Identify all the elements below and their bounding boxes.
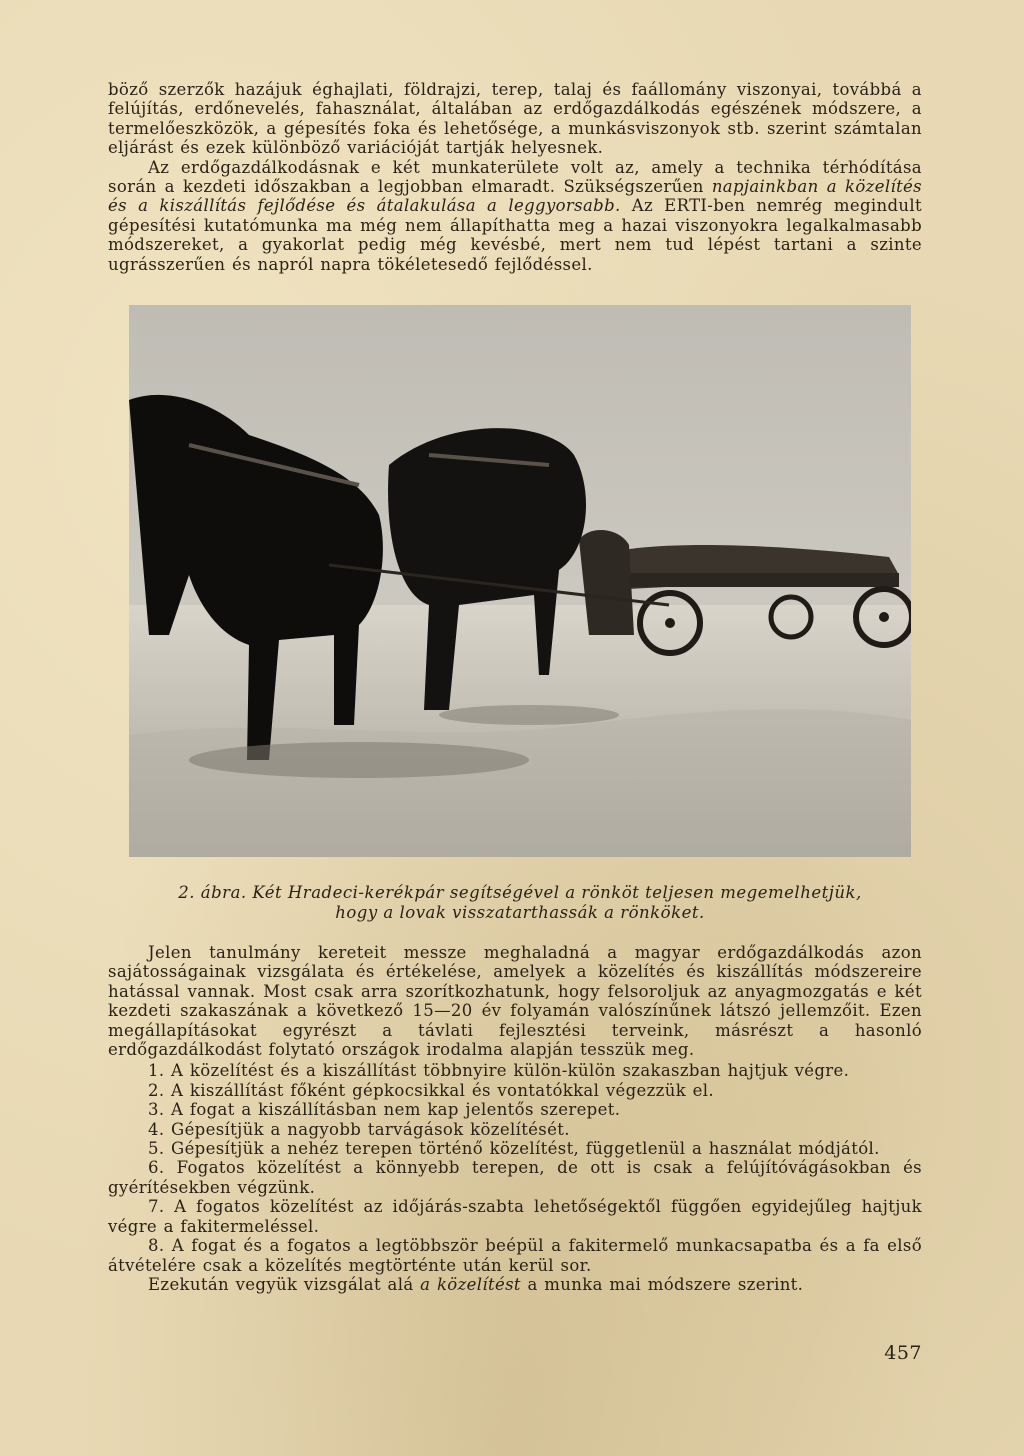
closing-end: a munka mai módszere szerint. [520,1274,804,1294]
list-item: 2. A kiszállítást főként gépkocsikkal és vontatókkal végezzük el. [148,1080,714,1100]
numbered-list [108,1061,922,1274]
figure-caption-line-2: hogy a lovak visszatarthassák a rönköket. [335,903,705,922]
list-item: 4. Gépesítjük a nagyobb tarvágások közelítését. [148,1119,570,1139]
list-item: 3. A fogat a kiszállításban nem kap jelentős szerepet. [148,1100,621,1120]
list-item: 7. A fogatos közelítést az időjárás-szabta lehetőségektől függően egyidejűleg hajtjuk végre a fakitermeléssel. [108,1197,922,1236]
list-item: 8. A fogat és a fogatos a legtöbbször beépül a fakitermelő munkacsapatba és a fa első átvételére csak a közelítés megtörténte után kerül sor. [108,1236,922,1275]
figure-caption-line-1: 2. ábra. Két Hradeci-kerékpár segítségével a rönköt teljesen megemelhetjük, [178,883,862,902]
closing-paragraph [108,1275,922,1294]
text-block-top [108,80,922,274]
closing-emphasis: a közelítést [420,1274,521,1294]
list-item: 1. A közelítést és a kiszállítást többnyire külön-külön szakaszban hajtjuk végre. [148,1061,850,1081]
paragraph-3: Jelen tanulmány kereteit messze meghaladná a magyar erdőgazdálkodás azon sajátosságainak vizsgálata és értékelése, amelyek a közelítés és kiszállítás módszereire hatással vannak. Most csak arra szorítkozhatunk, hogy felsoroljuk az anyagmozgatás e két kezdeti szakaszának a következő 15—20 év folyamán valószínűnek látszó jellemzőit. Ezen megállapításokat egyrészt a távlati fejlesztési terveink, másrészt a hasonló erdőgazdálkodást folytató országok irodalma alapján tesszük meg. [108,943,922,1060]
text-block-bottom [108,943,922,1294]
page-number: 457 [884,1342,922,1364]
closing-start: Ezekután vegyük vizsgálat alá [148,1274,421,1294]
list-item: 6. Fogatos közelítést a könnyebb terepen, de ott is csak a felújítóvágásokban és gyérítésekben végzünk. [108,1158,922,1197]
paragraph-2 [108,158,922,274]
intro-paragraph: böző szerzők hazájuk éghajlati, földrajzi, terep, talaj és faállomány viszonyai, továbbá a felújítás, erdőnevelés, fahasználat, általában az erdőgazdálkodás egészének módszere, a termelőeszközök, a gépesítés foka és lehetősége, a munkásviszonyok stb. szerint számtalan eljárást és ezek különböző variációját tartják helyesnek. [108,80,922,158]
paragraph-2-start: Az erdőgazdálkodásnak e két munkaterülete volt az, amely a technika térhódítása során a kezdeti időszakban a legjobban elmaradt. Szükségszerűen [108,157,922,197]
figure-photo-horses-log-wagon [129,305,911,857]
paragraph-2-emphasis: napjainkban a közelítés és a kiszállítás fejlődése és átalakulása a leggyorsabb. [108,177,922,216]
paragraph-2-end: Az ERTI-ben nemrég megindult gépesítési kutatómunka ma még nem állapíthatta meg a hazai viszonyokra legalkalmasabb módszereket, a gyakorlat pedig még kevésbé, mert nem tud lépést tartani a szinte ugrásszerűen és napról napra tökéletesedő fejlődéssel. [108,196,922,274]
list-item: 5. Gépesítjük a nehéz terepen történő közelítést, függetlenül a használat módjától. [148,1139,880,1159]
